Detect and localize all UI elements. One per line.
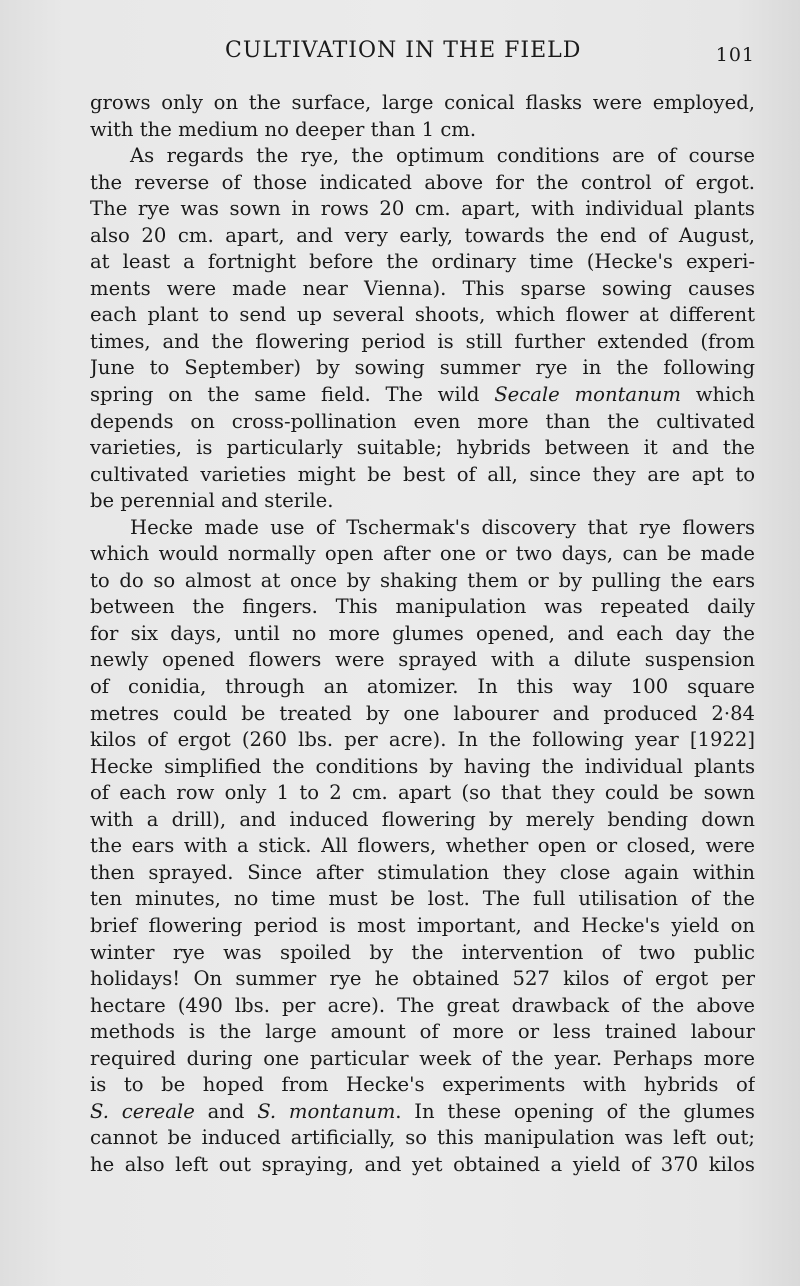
text-line: between the fingers. This manipulation was repeated daily xyxy=(90,595,755,619)
text-line: which would normally open after one or two days, can be made xyxy=(90,542,755,566)
text-line: grows only on the surface, large conical flasks were employed, xyxy=(90,91,755,114)
text-line: holidays! On summer rye he obtained 527 kilos of ergot per xyxy=(90,967,755,991)
text-line: As regards the rye, the optimum conditions are of course xyxy=(130,144,755,168)
text-line: be perennial and sterile. xyxy=(90,489,334,513)
text-line: to do so almost at once by shaking them or by pulling the ears xyxy=(90,568,755,592)
text-line: of each row only 1 to 2 cm. apart (so that they could be sown xyxy=(90,781,755,805)
text-line: Hecke simplified the conditions by having the individual plants xyxy=(90,754,755,778)
text-line: ments were made near Vienna). This sparse sowing causes xyxy=(90,276,755,300)
text-line: brief flowering period is most important, and Hecke's yield on xyxy=(90,913,755,937)
text-line: with the medium no deeper than 1 cm. xyxy=(90,117,477,141)
text-line: required during one particular week of the year. Perhaps more xyxy=(90,1046,755,1070)
text-line: times, and the flowering period is still further extended (from xyxy=(90,329,755,353)
text-line: he also left out spraying, and yet obtained a yield of 370 kilos xyxy=(90,1152,755,1176)
text-line: cultivated varieties might be best of all, since they are apt to xyxy=(90,462,755,486)
text-line: depends on cross-pollination even more than the cultivated xyxy=(90,409,755,433)
text-line: at least a fortnight before the ordinary time (Hecke's experi- xyxy=(90,250,755,274)
text-line: newly opened flowers were sprayed with a dilute suspension xyxy=(90,648,755,672)
text-line: the ears with a stick. All flowers, whether open or closed, were xyxy=(90,834,755,858)
running-title: CULTIVATION IN THE FIELD xyxy=(225,38,582,63)
running-head xyxy=(90,38,755,68)
text-line: cannot be induced artificially, so this manipulation was left out; xyxy=(90,1126,755,1150)
text-line: S. cereale and S. montanum. In these opening of the glumes xyxy=(90,1099,755,1123)
text-line: spring on the same field. The wild Secale montanum which xyxy=(90,383,755,407)
text-line: varieties, is particularly suitable; hybrids between it and the xyxy=(90,436,755,460)
text-line: is to be hoped from Hecke's experiments with hybrids of xyxy=(90,1073,755,1097)
text-line: with a drill), and induced flowering by merely bending down xyxy=(90,807,755,831)
text-line: ten minutes, no time must be lost. The full utilisation of the xyxy=(90,887,755,911)
page-number: 101 xyxy=(715,44,755,66)
text-line: the reverse of those indicated above for the control of ergot. xyxy=(90,170,755,194)
body-text xyxy=(90,90,755,1178)
text-line: also 20 cm. apart, and very early, towards the end of August, xyxy=(90,223,755,247)
text-line: hectare (490 lbs. per acre). The great drawback of the above xyxy=(90,993,755,1017)
text-line: then sprayed. Since after stimulation they close again within xyxy=(90,860,755,884)
text-line: The rye was sown in rows 20 cm. apart, with individual plants xyxy=(90,197,755,221)
text-line: winter rye was spoiled by the intervention of two public xyxy=(90,940,755,964)
text-line: each plant to send up several shoots, which flower at different xyxy=(90,303,755,327)
text-line: Hecke made use of Tschermak's discovery that rye flowers xyxy=(130,515,755,539)
text-line: of conidia, through an atomizer. In this way 100 square xyxy=(90,675,755,699)
text-line: methods is the large amount of more or less trained labour xyxy=(90,1020,755,1044)
text-line: for six days, until no more glumes opened, and each day the xyxy=(90,621,755,645)
text-line: June to September) by sowing summer rye in the following xyxy=(90,356,755,380)
text-line: kilos of ergot (260 lbs. per acre). In the following year [1922] xyxy=(90,728,755,752)
text-line: metres could be treated by one labourer and produced 2·84 xyxy=(90,701,755,725)
